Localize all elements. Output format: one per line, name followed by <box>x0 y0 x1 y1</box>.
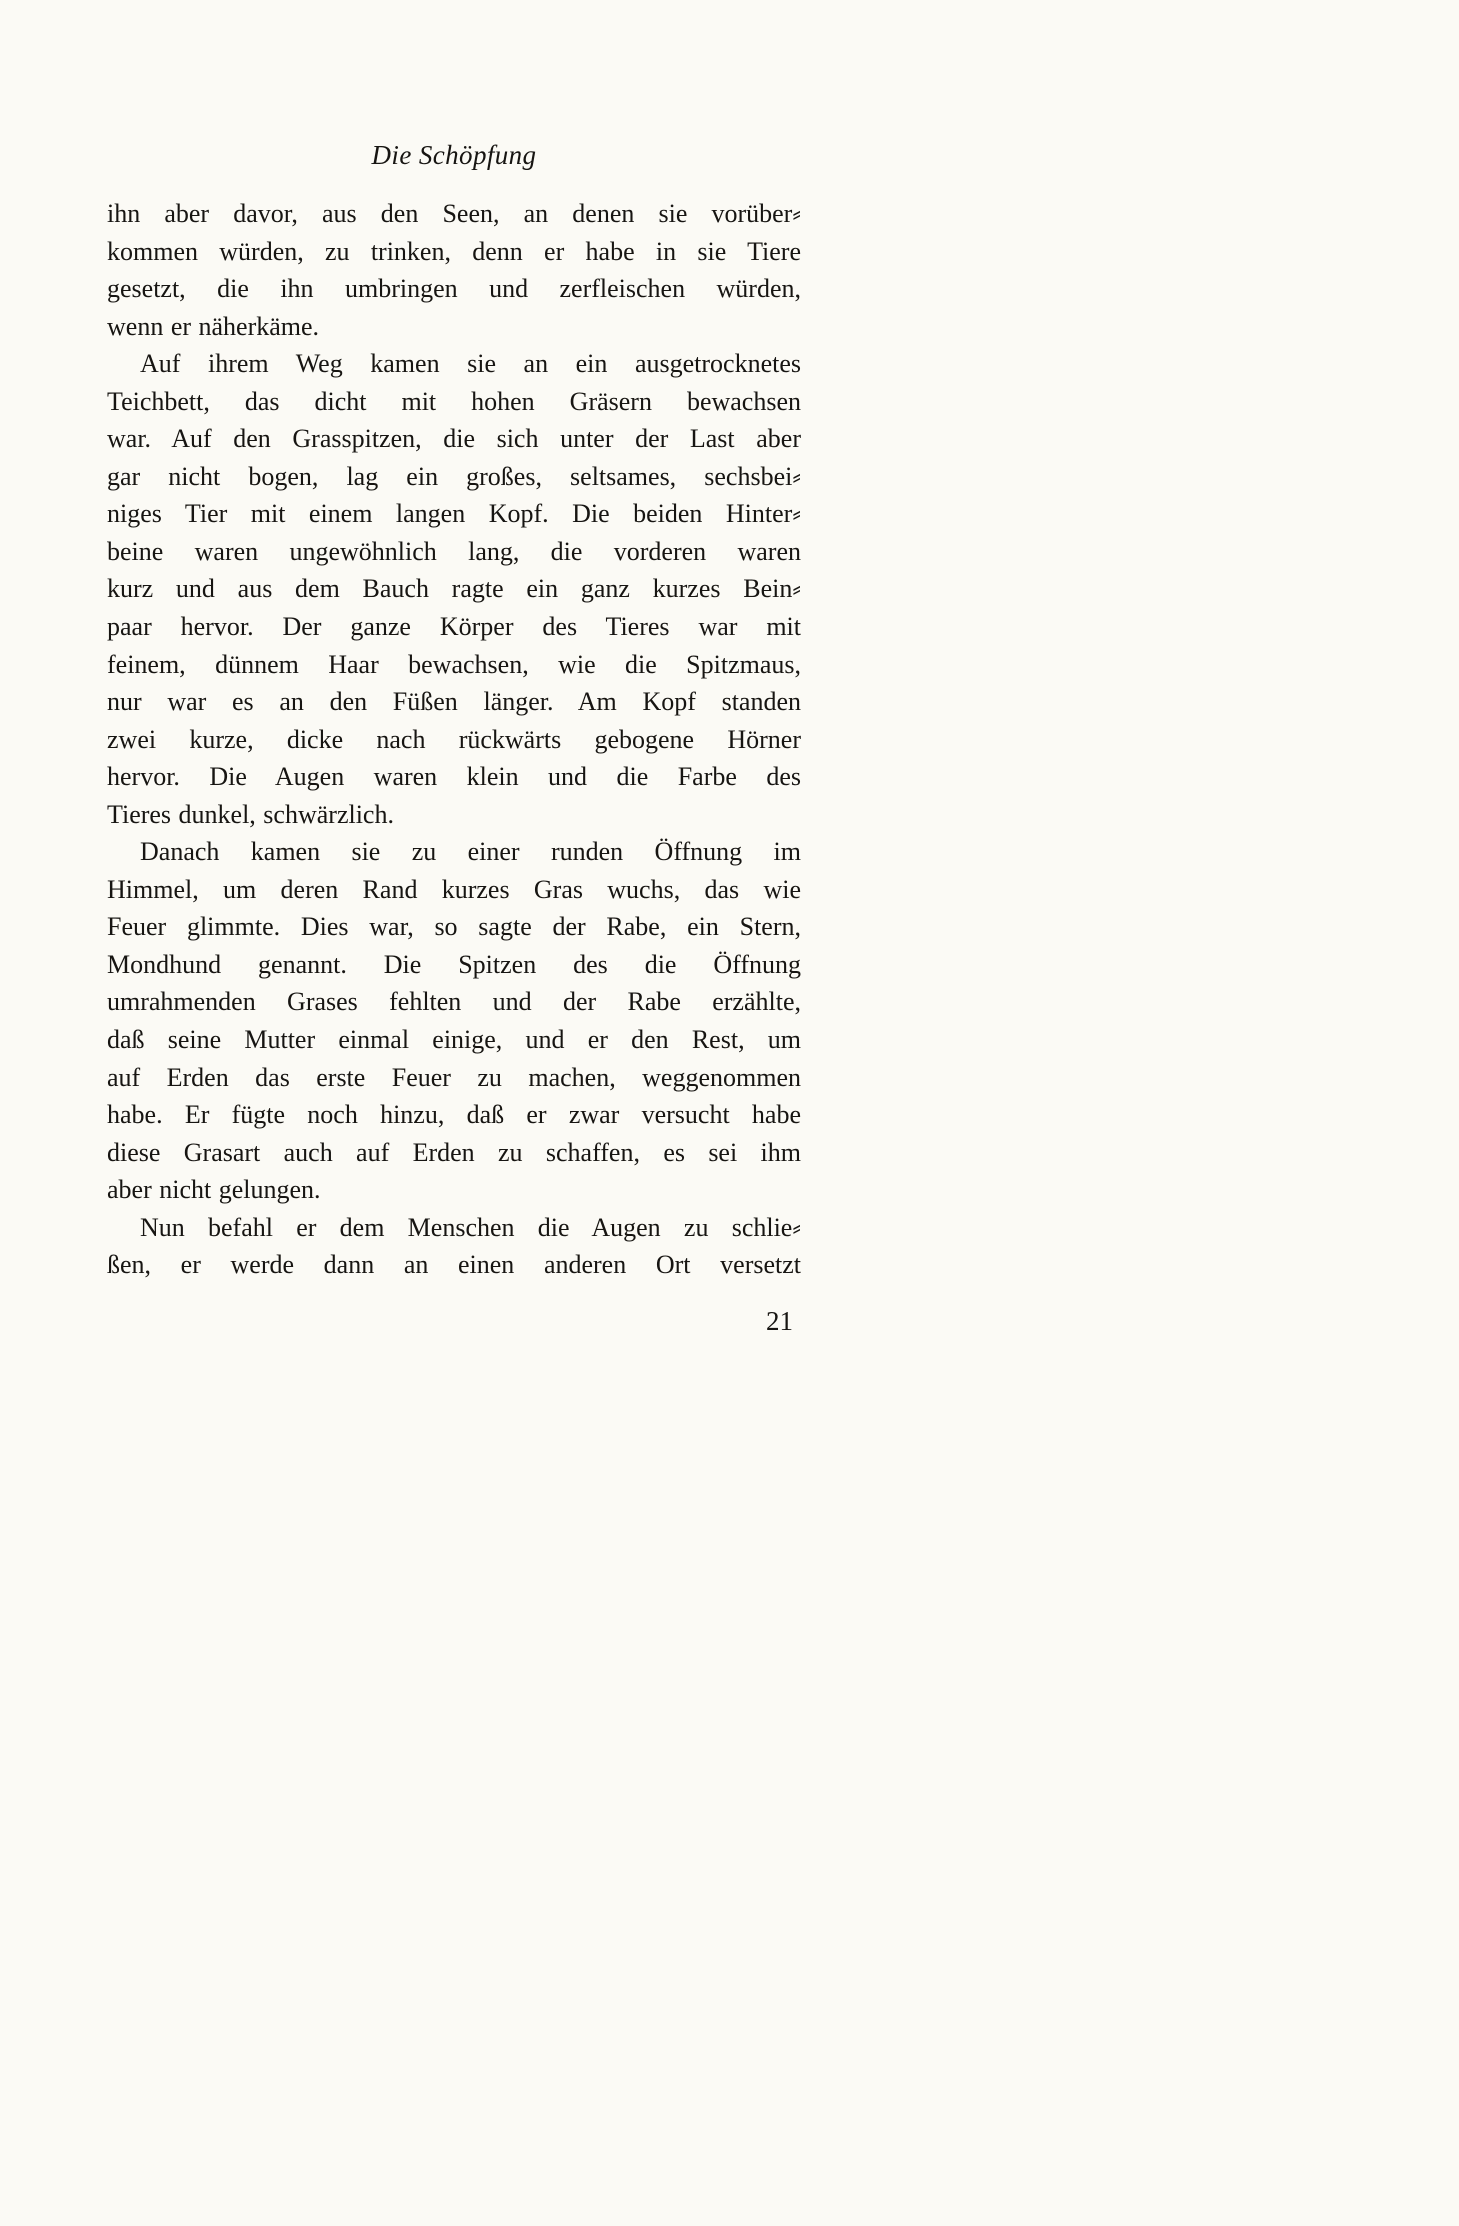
text-line: beine waren ungewöhnlich lang, die vorderen waren <box>107 536 801 566</box>
running-header: Die Schöpfung <box>371 140 537 170</box>
text-line: Auf ihrem Weg kamen sie an ein ausgetrocknetes <box>140 349 801 379</box>
text-line: paar hervor. Der ganze Körper des Tieres war mit <box>107 612 801 642</box>
text-line: aber nicht gelungen. <box>107 1175 321 1205</box>
text-line: gar nicht bogen, lag ein großes, seltsames, sechsbei⸗ <box>107 461 801 491</box>
text-block <box>107 140 801 1337</box>
text-line: Teichbett, das dicht mit hohen Gräsern bewachsen <box>107 386 801 416</box>
text-line: habe. Er fügte noch hinzu, daß er zwar versucht habe <box>107 1100 801 1130</box>
text-line: Tieres dunkel, schwärzlich. <box>107 799 394 829</box>
text-line: kurz und aus dem Bauch ragte ein ganz kurzes Bein⸗ <box>107 574 801 604</box>
text-line: umrahmenden Grases fehlten und der Rabe erzählte, <box>107 987 801 1017</box>
text-line: wenn er näherkäme. <box>107 311 320 341</box>
text-line: hervor. Die Augen waren klein und die Farbe des <box>107 762 801 792</box>
page-number: 21 <box>766 1305 793 1336</box>
text-line: ßen, er werde dann an einen anderen Ort versetzt <box>107 1250 801 1280</box>
text-line: kommen würden, zu trinken, denn er habe in sie Tiere <box>107 236 801 266</box>
text-line: Feuer glimmte. Dies war, so sagte der Rabe, ein Stern, <box>107 912 801 942</box>
body-text <box>107 195 801 1284</box>
text-line: Danach kamen sie zu einer runden Öffnung im <box>140 837 801 867</box>
text-line: Nun befahl er dem Menschen die Augen zu schlie⸗ <box>140 1212 801 1242</box>
text-line: nur war es an den Füßen länger. Am Kopf standen <box>107 687 801 717</box>
text-line: Himmel, um deren Rand kurzes Gras wuchs, das wie <box>107 874 801 904</box>
text-line: Mondhund genannt. Die Spitzen des die Öffnung <box>107 949 801 979</box>
text-line: diese Grasart auch auf Erden zu schaffen, es sei ihm <box>107 1137 801 1167</box>
text-line: ihn aber davor, aus den Seen, an denen sie vorüber⸗ <box>107 199 801 228</box>
text-line: auf Erden das erste Feuer zu machen, weggenommen <box>107 1062 801 1092</box>
text-line: war. Auf den Grasspitzen, die sich unter der Last aber <box>107 424 801 454</box>
text-line: zwei kurze, dicke nach rückwärts gebogene Hörner <box>107 724 801 754</box>
text-line: feinem, dünnem Haar bewachsen, wie die Spitzmaus, <box>107 649 801 679</box>
text-line: niges Tier mit einem langen Kopf. Die beiden Hinter⸗ <box>107 499 801 529</box>
text-line: daß seine Mutter einmal einige, und er den Rest, um <box>107 1025 801 1055</box>
text-line: gesetzt, die ihn umbringen und zerfleischen würden, <box>107 274 801 304</box>
